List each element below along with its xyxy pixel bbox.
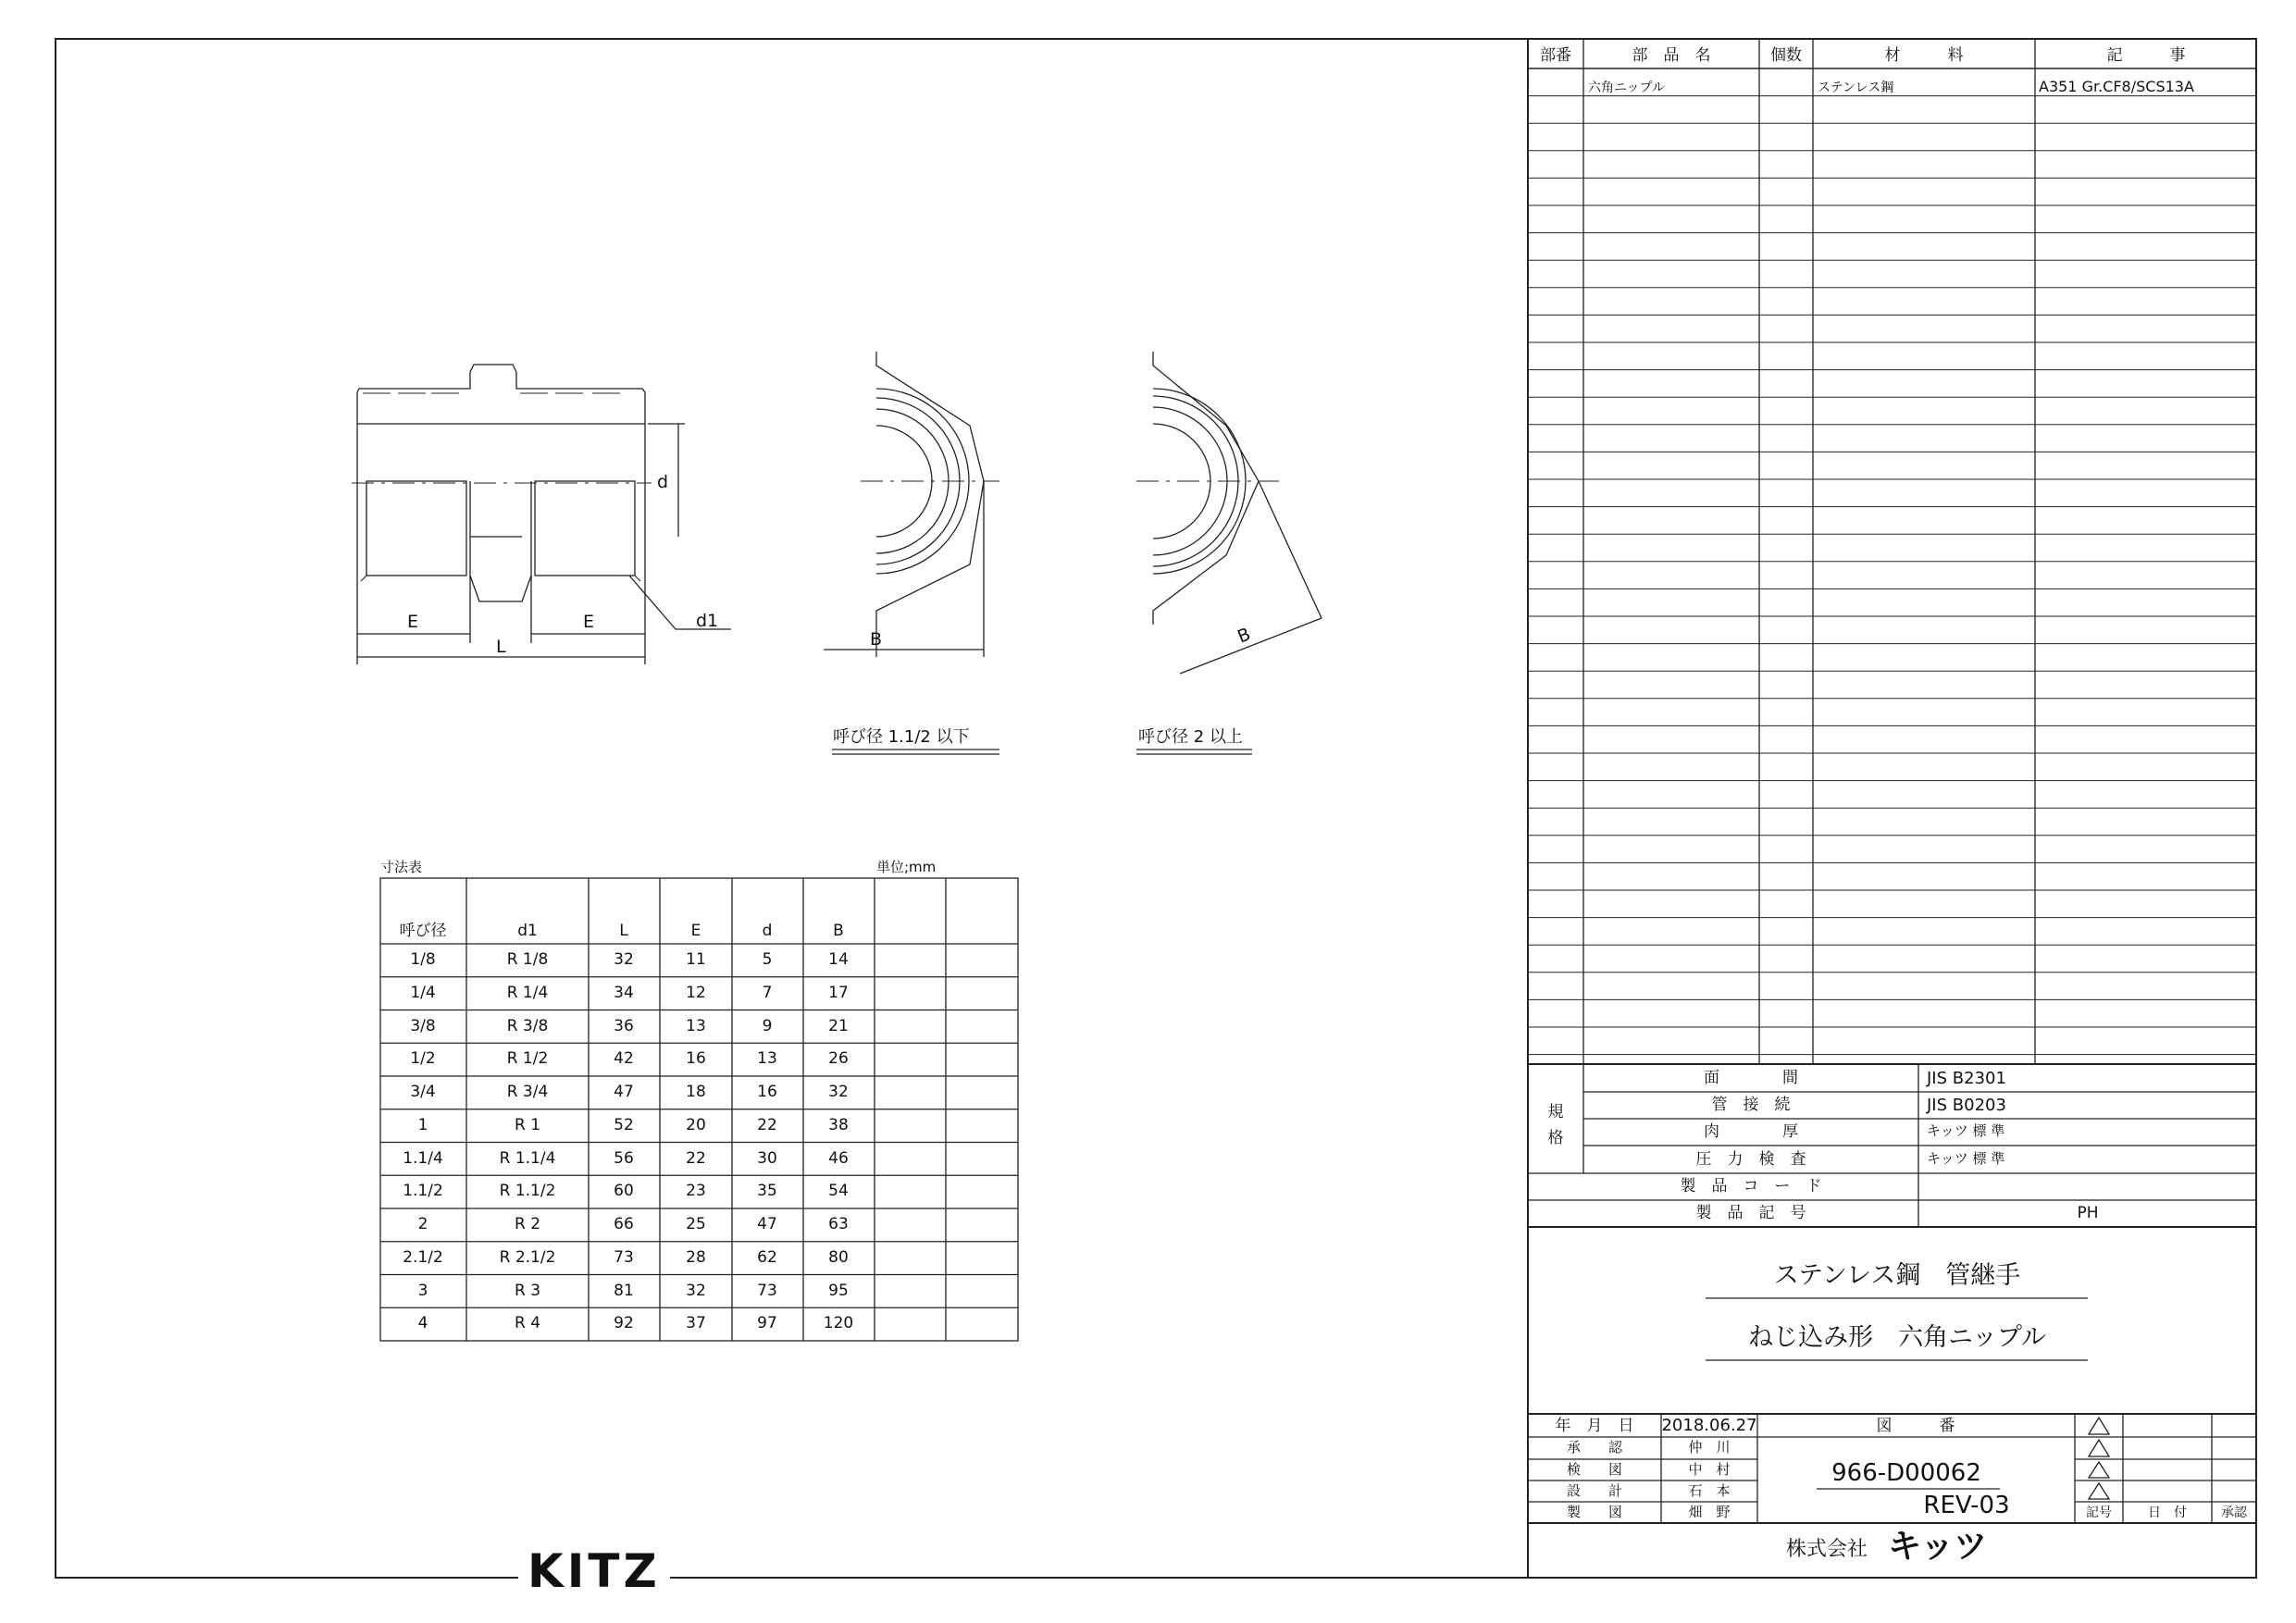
std-value-1: JIS B0203: [1927, 1096, 2006, 1115]
dim-table-cell: 11: [686, 950, 706, 969]
dim-table-cell: 1.1/4: [403, 1148, 443, 1168]
dim-table-cell: 1/4: [410, 983, 436, 1002]
dim-table-cell: 9: [762, 1016, 773, 1035]
dim-table-cell: 3: [417, 1281, 428, 1300]
dim-table-cell: 21: [828, 1016, 849, 1035]
dim-table-cell: R 1/4: [506, 983, 549, 1002]
label-l: L: [496, 637, 506, 657]
dim-table-cell: R 3/8: [506, 1016, 549, 1035]
dim-table-cell: 63: [828, 1215, 849, 1233]
dim-table-cell: 73: [614, 1247, 634, 1267]
dim-table-cell: 14: [828, 950, 849, 969]
dim-table-cell: 62: [757, 1247, 777, 1267]
dim-table-cell: 17: [828, 983, 849, 1002]
label-d1: d1: [696, 611, 719, 631]
dim-table-cell: 60: [614, 1182, 634, 1201]
dimension-table-grid: [380, 878, 1018, 1341]
dim-table-cell: 32: [686, 1281, 706, 1300]
part-material: ステンレス鋼: [1818, 81, 1894, 95]
dim-table-cell: R 1/2: [506, 1049, 549, 1069]
dim-table-cell: 46: [828, 1148, 849, 1168]
dim-table-cell: 2: [417, 1215, 428, 1233]
dim-table-cell: R 1/8: [506, 950, 549, 969]
end-view-small: [824, 352, 999, 657]
dim-header-cell: d1: [517, 922, 538, 940]
std-value-5: PH: [2077, 1204, 2099, 1222]
dim-table-cell: 120: [823, 1314, 854, 1333]
dim-table-cell: 12: [686, 983, 706, 1002]
dim-table-cell: 37: [686, 1314, 706, 1333]
dim-table-cell: 16: [686, 1049, 706, 1069]
caption-large-size: 呼び径 2 以上: [1138, 727, 1243, 747]
revision-triangles: [2089, 1418, 2109, 1499]
dim-table-cell: 7: [762, 983, 773, 1002]
dim-table-cell: 3/4: [410, 1083, 436, 1101]
dim-table-cell: 13: [757, 1049, 777, 1069]
label-b-large: B: [1235, 624, 1254, 648]
title-line2: ねじ込み形 六角ニップル: [1748, 1323, 2046, 1352]
dim-table-cell: 66: [614, 1215, 634, 1233]
dim-table-cell: 25: [686, 1215, 706, 1233]
dim-table-cell: R 1.1/4: [499, 1148, 556, 1168]
rev-header-approval: 承認: [2221, 1505, 2247, 1520]
dim-table-cell: 73: [757, 1281, 777, 1300]
dim-table-cell: 32: [828, 1083, 849, 1101]
approval-label-2: 設 計: [1566, 1482, 1623, 1499]
dim-table-cell: R 2.1/2: [499, 1247, 556, 1267]
std-label-5: 製 品 記 号: [1695, 1204, 1806, 1222]
approval-name-1: 中 村: [1688, 1461, 1731, 1478]
date-value: 2018.06.27: [1661, 1416, 1757, 1435]
dim-table-cell: 20: [686, 1115, 706, 1134]
dim-table-cell: R 1.1/2: [499, 1182, 556, 1201]
std-value-2: キッツ 標 準: [1927, 1122, 2005, 1139]
header-qty: 個数: [1770, 46, 1802, 65]
dim-table-cell: 52: [614, 1115, 634, 1134]
dim-table-cell: 97: [757, 1314, 777, 1333]
dim-table-cell: 36: [614, 1016, 634, 1035]
std-label-4: 製 品 コ ー ド: [1680, 1177, 1822, 1196]
dim-table-cell: R 1: [514, 1115, 541, 1134]
label-b-small: B: [870, 629, 883, 650]
dim-table-cell: R 3: [514, 1281, 541, 1300]
dim-table-cell: 81: [614, 1281, 634, 1300]
dim-table-cell: 35: [757, 1182, 777, 1201]
std-label-1: 管 接 続: [1711, 1096, 1791, 1114]
dim-table-cell: 22: [757, 1115, 777, 1134]
dim-table-cell: 32: [614, 950, 634, 969]
dim-table-cell: 2.1/2: [403, 1247, 443, 1267]
approval-label-3: 製 図: [1566, 1504, 1623, 1520]
drawing-no-label: 図 番: [1876, 1417, 1955, 1435]
label-d: d: [657, 472, 669, 492]
dim-table-cell: 38: [828, 1115, 849, 1134]
std-value-3: キッツ 標 準: [1927, 1150, 2005, 1167]
kitz-logo: KITZ: [518, 1548, 670, 1594]
dim-table-cell: 1/8: [410, 950, 436, 969]
header-part-name: 部 品 名: [1632, 46, 1711, 65]
dim-table-cell: 80: [828, 1247, 849, 1267]
drawing-no: 966-D00062: [1831, 1459, 1981, 1487]
dim-table-cell: 47: [757, 1215, 777, 1233]
dim-table-title: 寸法表: [380, 859, 423, 875]
dim-table-cell: 16: [757, 1083, 777, 1101]
std-label-0: 面 間: [1704, 1069, 1798, 1087]
approval-label-0: 承 認: [1566, 1439, 1623, 1456]
dim-table-unit: 単位;mm: [876, 859, 937, 875]
dim-table-cell: 56: [614, 1148, 634, 1168]
part-name: 六角ニップル: [1588, 81, 1665, 95]
dim-table-cell: 3/8: [410, 1016, 436, 1035]
dim-table-cell: 28: [686, 1247, 706, 1267]
standards-grid: [1528, 1064, 2257, 1227]
date-label: 年 月 日: [1555, 1417, 1634, 1435]
approval-name-3: 畑 野: [1688, 1504, 1731, 1520]
dim-table-cell: 47: [614, 1083, 634, 1101]
dim-table-cell: R 4: [514, 1314, 541, 1333]
dim-table-cell: 42: [614, 1049, 634, 1069]
end-view-large: [1136, 352, 1322, 674]
dim-table-cell: 92: [614, 1314, 634, 1333]
dim-table-cell: 22: [686, 1148, 706, 1168]
dim-table-cell: 13: [686, 1016, 706, 1035]
company-name: キッツ: [1888, 1528, 1988, 1566]
dim-table-cell: 5: [762, 950, 773, 969]
dim-table-cell: 4: [417, 1314, 428, 1333]
header-part-no: 部番: [1540, 46, 1571, 65]
rev-header-mark: 記号: [2086, 1505, 2112, 1520]
standards-group-label: 規格: [1547, 1103, 1564, 1147]
std-value-0: JIS B2301: [1927, 1069, 2006, 1088]
dim-table-cell: 95: [828, 1281, 849, 1300]
dim-table-cell: 23: [686, 1182, 706, 1201]
dim-table-cell: 1.1/2: [403, 1182, 443, 1201]
caption-small-size: 呼び径 1.1/2 以下: [833, 727, 970, 747]
std-label-3: 圧 力 検 査: [1695, 1150, 1806, 1169]
dim-table-cell: 26: [828, 1049, 849, 1069]
rev-header-date: 日 付: [2148, 1505, 2187, 1520]
dim-header-cell: E: [690, 922, 701, 940]
dim-table-cell: 54: [828, 1182, 849, 1201]
dim-header-cell: 呼び径: [399, 922, 447, 940]
title-line1: ステンレス鋼 管継手: [1773, 1261, 2021, 1290]
company-prefix: 株式会社: [1786, 1538, 1868, 1561]
approval-name-0: 仲 川: [1688, 1439, 1731, 1456]
header-note: 記 事: [2106, 46, 2186, 65]
header-material: 材 料: [1884, 46, 1964, 65]
dim-header-cell: d: [762, 922, 773, 940]
dim-table-cell: 18: [686, 1083, 706, 1101]
dim-table-cell: 1/2: [410, 1049, 436, 1069]
approval-label-1: 検 図: [1566, 1461, 1623, 1478]
dim-header-cell: L: [619, 922, 628, 940]
label-e-left: E: [407, 612, 419, 632]
dim-header-cell: B: [833, 922, 844, 940]
std-label-2: 肉 厚: [1704, 1122, 1798, 1141]
dim-table-cell: 30: [757, 1148, 777, 1168]
dim-table-cell: 1: [417, 1115, 428, 1134]
approval-name-2: 石 本: [1688, 1482, 1731, 1499]
dim-table-cell: R 3/4: [506, 1083, 549, 1101]
dim-table-cell: 34: [614, 983, 634, 1002]
revision: REV-03: [1923, 1492, 2010, 1519]
label-e-right: E: [583, 612, 595, 632]
part-note: A351 Gr.CF8/SCS13A: [2039, 78, 2194, 95]
dim-table-cell: R 2: [514, 1215, 541, 1233]
